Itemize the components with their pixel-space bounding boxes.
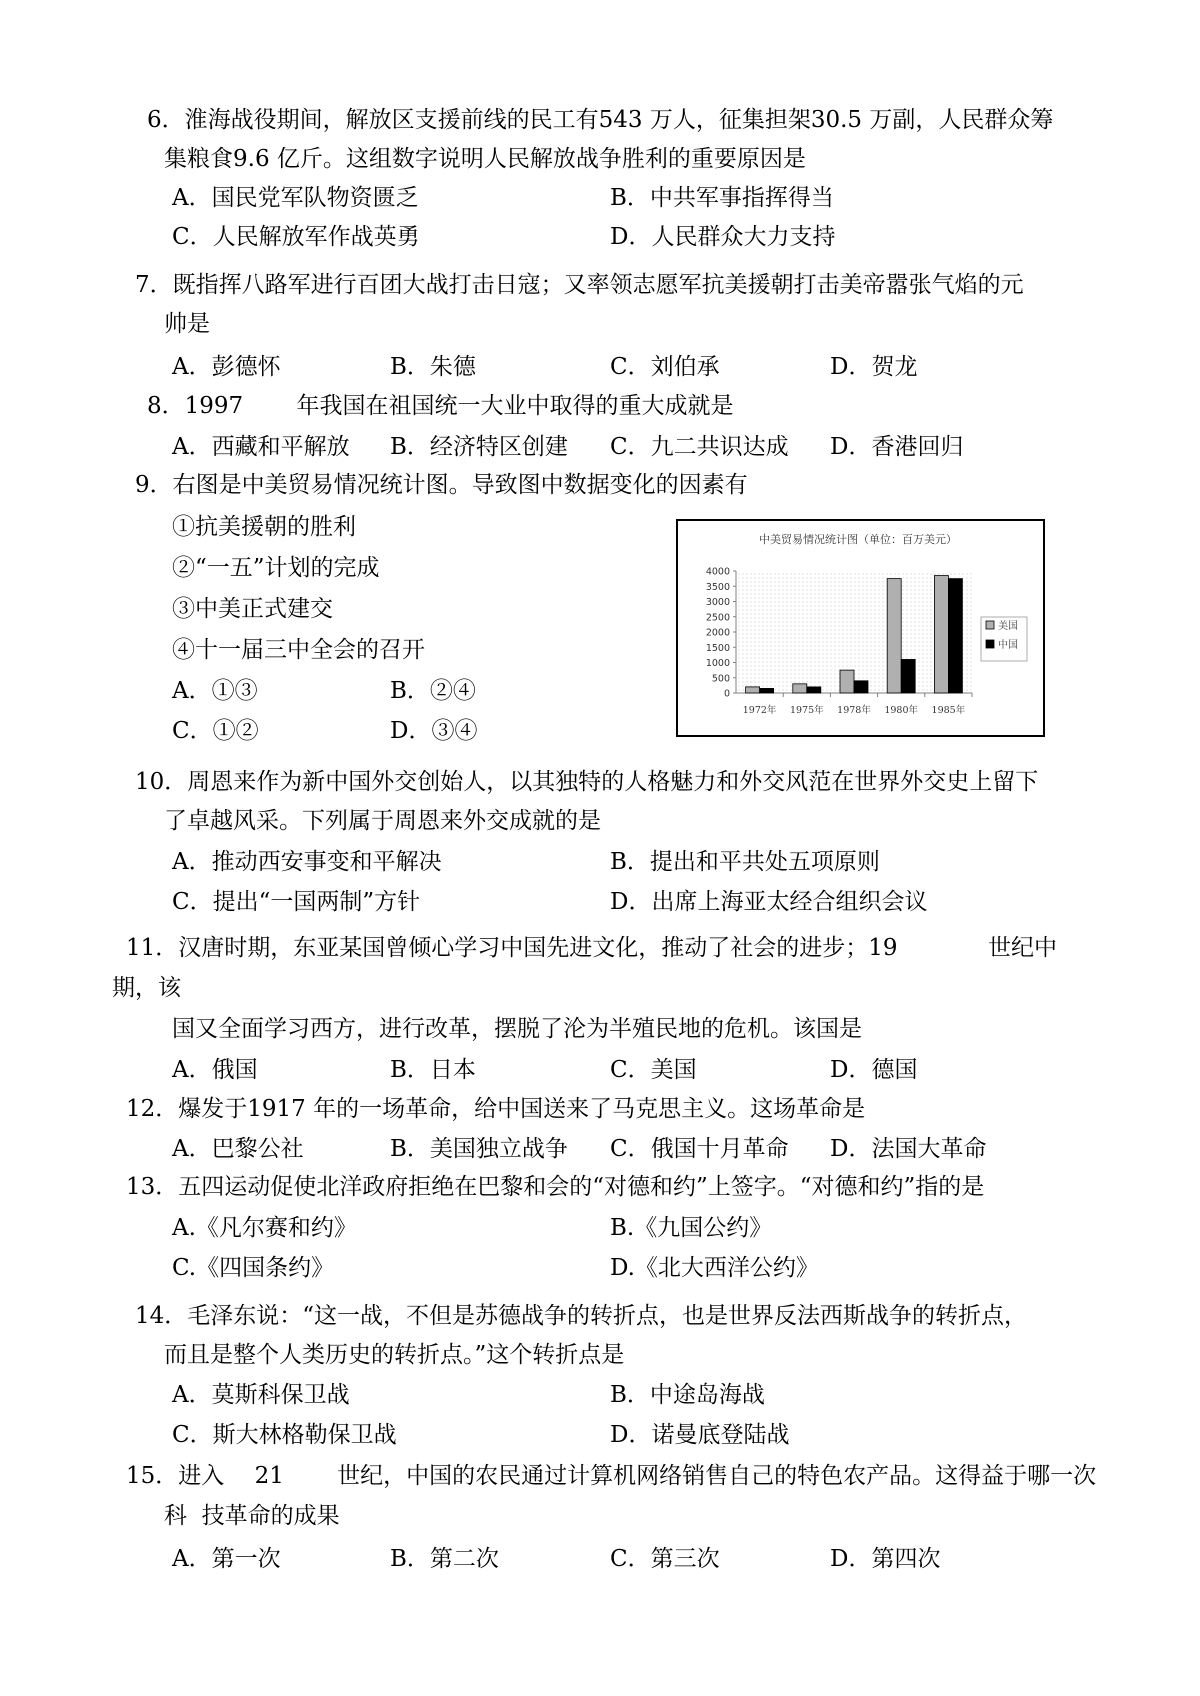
legend-swatch-china [986,640,994,648]
bar-china [760,688,774,693]
q10-option-c: C．提出“一国两制”方针 [172,889,421,915]
q13-stem-line1: 13．五四运动促使北洋政府拒绝在巴黎和会的“对德和约”上签字。“对德和约”指的是 [126,1174,985,1200]
q8-stem-line1: 8．1997 年我国在祖国统一大业中取得的重大成就是 [147,393,734,419]
q13-option-d: D.《北大西洋公约》 [610,1255,819,1281]
y-tick-label: 2000 [705,627,730,639]
q8-option-b: B．经济特区创建 [390,434,568,460]
q14-stem-line1: 14．毛泽东说：“这一战，不但是苏德战争的转折点，也是世界反法西斯战争的转折点， [135,1303,1028,1329]
q11-option-b: B．日本 [390,1057,476,1083]
q12-option-a: A．巴黎公社 [172,1136,304,1162]
q6-stem-line1: 6．淮海战役期间，解放区支援前线的民工有543 万人，征集担架30.5 万副，人民群众筹 [147,107,1054,133]
q11-stem-line2: 国又全面学习西方，进行改革，摆脱了沦为半殖民地的危机。该国是 [172,1016,862,1042]
x-tick-label: 1975年 [789,705,824,716]
q10-option-a: A．推动西安事变和平解决 [172,849,442,875]
q9-item-3: ③中美正式建交 [172,596,333,622]
q9-option-c: C．①② [172,718,259,744]
y-tick-label: 1500 [705,642,730,654]
legend-swatch-usa [986,621,994,629]
q11-option-c: C．美国 [610,1057,697,1083]
x-tick-label: 1978年 [837,705,871,716]
q10-option-b: B．提出和平共处五项原则 [610,849,880,875]
x-tick-label: 1985年 [931,705,966,716]
q14-option-b: B．中途岛海战 [610,1382,765,1408]
q11-stem-line1-wrap: 期，该 [112,975,181,1001]
q6-option-b: B．中共军事指挥得当 [610,185,834,211]
q10-option-d: D．出席上海亚太经合组织会议 [610,889,928,915]
q6-option-c: C．人民解放军作战英勇 [172,224,420,250]
q14-stem-line2: 而且是整个人类历史的转折点。”这个转折点是 [164,1342,625,1368]
q15-option-a: A．第一次 [172,1546,281,1572]
q6-option-a: A．国民党军队物资匮乏 [172,185,419,211]
y-tick-label: 0 [723,688,730,700]
q8-option-c: C．九二共识达成 [610,434,789,460]
q7-option-a: A．彭德怀 [172,354,281,380]
bar-usa [887,579,901,693]
y-tick-label: 1000 [705,658,730,669]
q14-option-d: D．诺曼底登陆战 [610,1422,790,1448]
q7-stem-line2: 帅是 [164,311,210,337]
y-tick-label: 500 [711,673,730,685]
q12-option-c: C．俄国十月革命 [610,1136,789,1162]
q15-stem-line1: 15．进入 21 世纪，中国的农民通过计算机网络销售自己的特色农产品。这得益于哪一次 [126,1463,1097,1489]
y-tick-label: 3000 [705,597,730,608]
y-tick-label: 2500 [705,612,730,624]
q7-stem-line1: 7．既指挥八路军进行百团大战打击日寇；又率领志愿军抗美援朝打击美帝嚣张气焰的元 [135,272,1024,298]
q9-item-4: ④十一届三中全会的召开 [172,637,425,663]
y-tick-label: 4000 [705,566,730,578]
q9-stem-line1: 9．右图是中美贸易情况统计图。导致图中数据变化的因素有 [135,472,748,498]
q14-option-c: C．斯大林格勒保卫战 [172,1422,397,1448]
x-tick-label: 1972年 [742,705,777,716]
q8-option-d: D．香港回归 [830,434,964,460]
bar-usa [840,670,854,693]
chart-title: 中美贸易情况统计图（单位：百万美元） [759,533,957,546]
bar-china [854,681,868,693]
bar-china [807,687,821,693]
q11-option-d: D．德国 [830,1057,918,1083]
q13-option-c: C.《四国条约》 [172,1255,335,1281]
q6-stem-line2: 集粮食9.6 亿斤。这组数字说明人民解放战争胜利的重要原因是 [164,146,806,172]
bar-usa [793,684,807,693]
q13-option-b: B.《九国公约》 [610,1215,773,1241]
q9-option-a: A．①③ [172,678,258,704]
q11-stem-line1-tail: 世纪中 [988,935,1057,961]
q7-option-c: C．刘伯承 [610,354,720,380]
q9-option-d: D．③④ [390,718,478,744]
y-tick-label: 3500 [705,581,730,593]
trade-chart-svg [678,521,1043,735]
q7-option-b: B．朱德 [390,354,476,380]
q10-stem-line1: 10．周恩来作为新中国外交创始人，以其独特的人格魅力和外交风范在世界外交史上留下 [135,769,1039,795]
q13-option-a: A.《凡尔赛和约》 [172,1215,357,1241]
bar-china [948,579,962,693]
q15-option-b: B．第二次 [390,1546,499,1572]
q9-option-b: B．②④ [390,678,476,704]
legend-label-china: 中国 [998,640,1018,651]
q10-stem-line2: 了卓越风采。下列属于周恩来外交成就的是 [164,808,601,834]
q12-stem-line1: 12．爆发于1917 年的一场革命，给中国送来了马克思主义。这场革命是 [126,1096,866,1122]
trade-chart [676,519,1045,737]
q9-item-1: ①抗美援朝的胜利 [172,514,356,540]
q15-stem-line2: 科 技革命的成果 [164,1503,340,1529]
bar-usa [934,576,948,693]
q11-stem-line1: 11．汉唐时期，东亚某国曾倾心学习中国先进文化，推动了社会的进步；19 [126,935,898,961]
q9-item-2: ②“一五”计划的完成 [172,555,380,581]
q12-option-d: D．法国大革命 [830,1136,987,1162]
q15-option-c: C．第三次 [610,1546,720,1572]
q15-option-d: D．第四次 [830,1546,941,1572]
q11-option-a: A．俄国 [172,1057,258,1083]
x-tick-label: 1980年 [884,705,919,716]
bar-usa [746,687,760,693]
legend-label-usa: 美国 [998,621,1018,632]
q7-option-d: D．贺龙 [830,354,918,380]
q14-option-a: A．莫斯科保卫战 [172,1382,350,1408]
q8-option-a: A．西藏和平解放 [172,434,350,460]
q6-option-d: D．人民群众大力支持 [610,224,836,250]
bar-china [901,659,915,693]
q12-option-b: B．美国独立战争 [390,1136,568,1162]
